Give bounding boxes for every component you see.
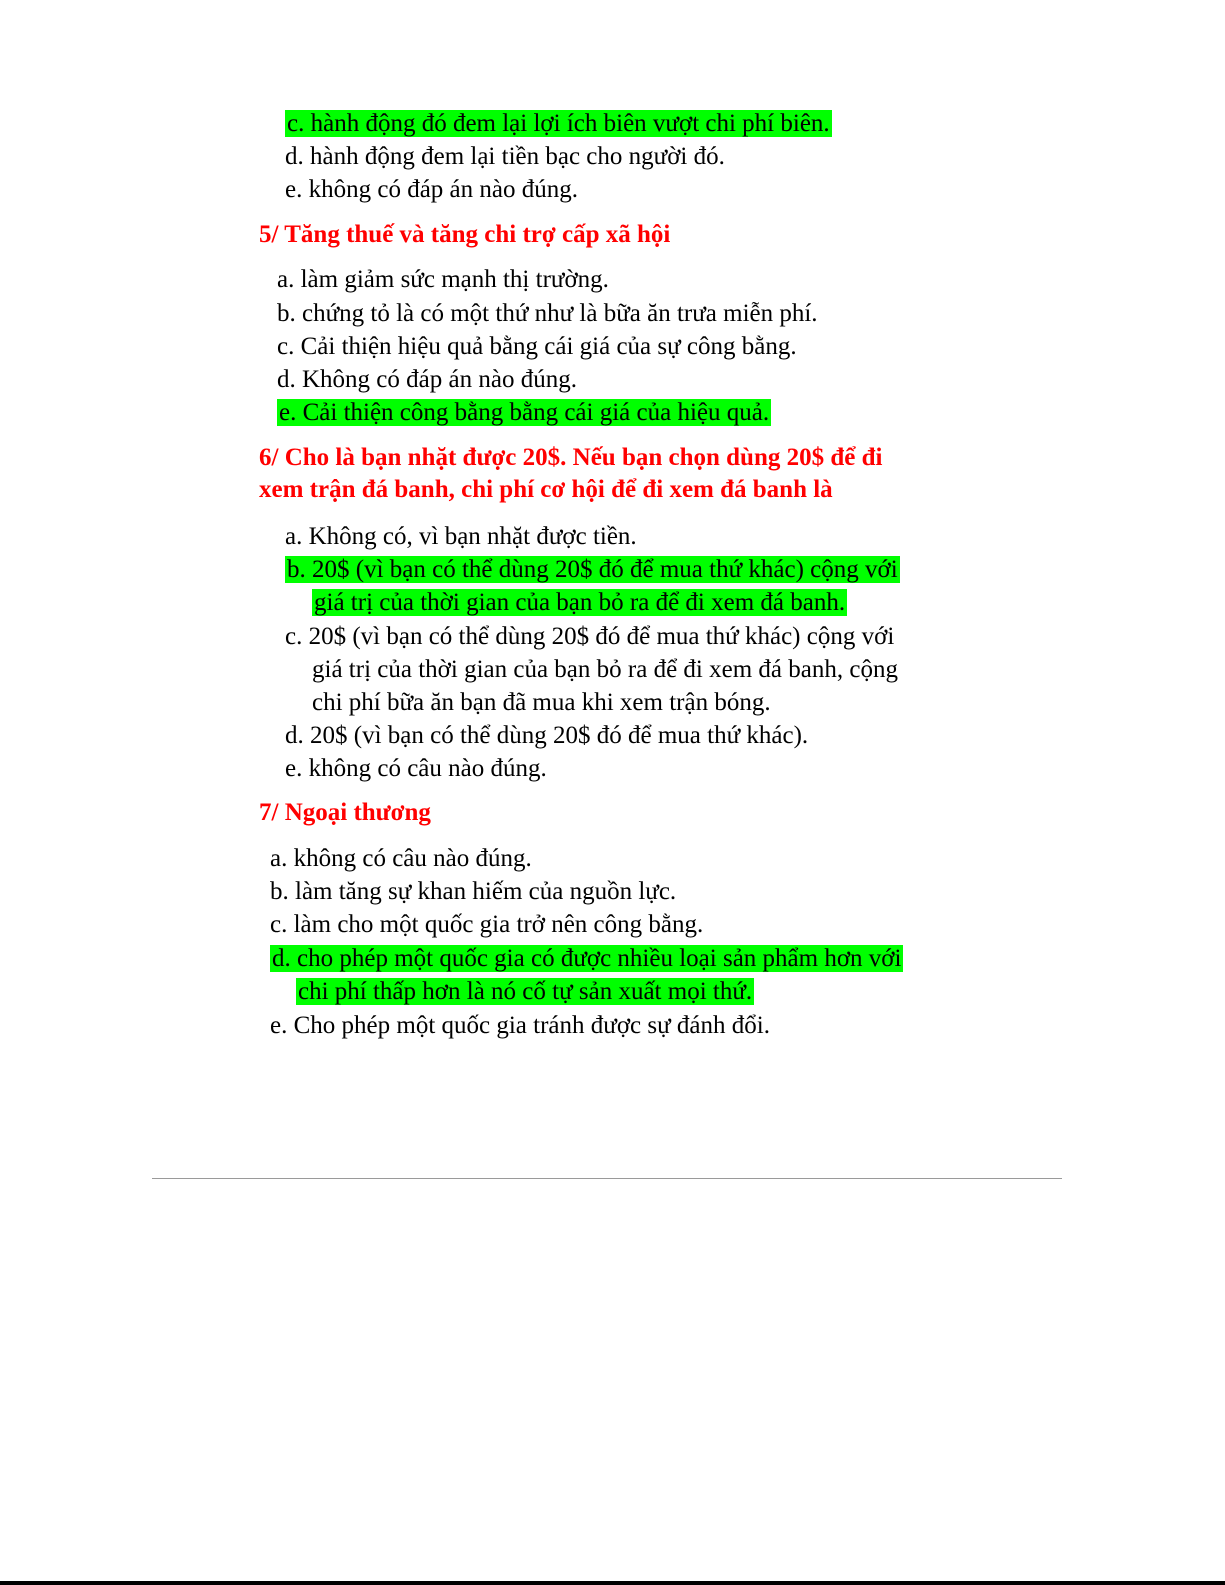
q6-option-b-line-2 [312, 586, 847, 619]
q7-title: 7/ Ngoại thương [259, 799, 431, 826]
q7-option-d-line-2 [296, 975, 754, 1008]
q5-option-d: d. Không có đáp án nào đúng. [277, 366, 577, 393]
q4-option-d: d. hành động đem lại tiền bạc cho người đó. [285, 143, 725, 170]
q5-option-a: a. làm giảm sức mạnh thị trường. [277, 266, 609, 293]
q6-option-b-highlight-2: giá trị của thời gian của bạn bỏ ra để đi xem đá banh. [314, 589, 846, 616]
q5-option-e [277, 396, 771, 429]
q5-title: 5/ Tăng thuế và tăng chi trợ cấp xã hội [259, 221, 671, 248]
q6-title-line-2: xem trận đá banh, chi phí cơ hội để đi xem đá banh là [259, 476, 833, 503]
q7-option-c: c. làm cho một quốc gia trở nên công bằng. [270, 911, 704, 938]
q7-option-e: e. Cho phép một quốc gia tránh được sự đánh đổi. [270, 1012, 770, 1039]
q6-option-c-line-1: c. 20$ (vì bạn có thể dùng 20$ đó để mua thứ khác) cộng với [285, 623, 895, 650]
q5-option-e-highlight: e. Cải thiện công bằng bằng cái giá của hiệu quả. [279, 399, 770, 426]
q4-option-c [285, 107, 832, 140]
page-divider [152, 1178, 1062, 1179]
q4-option-c-highlight: c. hành động đó đem lại lợi ích biên vượt chi phí biên. [287, 110, 830, 137]
q5-option-b: b. chứng tỏ là có một thứ như là bữa ăn trưa miễn phí. [277, 300, 818, 327]
q7-option-a: a. không có câu nào đúng. [270, 845, 532, 872]
q6-option-d: d. 20$ (vì bạn có thể dùng 20$ đó để mua thứ khác). [285, 722, 809, 749]
q6-title-line-1: 6/ Cho là bạn nhặt được 20$. Nếu bạn chọn dùng 20$ để đi [259, 444, 883, 471]
bottom-edge-bar [0, 1581, 1225, 1585]
q5-option-c: c. Cải thiện hiệu quả bằng cái giá của sự công bằng. [277, 333, 797, 360]
q6-option-a: a. Không có, vì bạn nhặt được tiền. [285, 523, 637, 550]
q7-option-d-highlight-2: chi phí thấp hơn là nó cố tự sản xuất mọi thứ. [298, 978, 753, 1005]
q4-option-e: e. không có đáp án nào đúng. [285, 176, 578, 203]
q6-option-b-line-1 [285, 553, 900, 586]
q7-option-d-line-1 [270, 942, 903, 975]
q6-option-c-line-3: chi phí bữa ăn bạn đã mua khi xem trận bóng. [312, 689, 771, 716]
q7-option-b: b. làm tăng sự khan hiếm của nguồn lực. [270, 878, 677, 905]
q6-option-c-line-2: giá trị của thời gian của bạn bỏ ra để đi xem đá banh, cộng [312, 656, 898, 683]
q6-option-b-highlight-1: b. 20$ (vì bạn có thể dùng 20$ đó để mua thứ khác) cộng với [287, 556, 898, 583]
q7-option-d-highlight-1: d. cho phép một quốc gia có được nhiều loại sản phẩm hơn với [272, 945, 902, 972]
q6-option-e: e. không có câu nào đúng. [285, 755, 547, 782]
